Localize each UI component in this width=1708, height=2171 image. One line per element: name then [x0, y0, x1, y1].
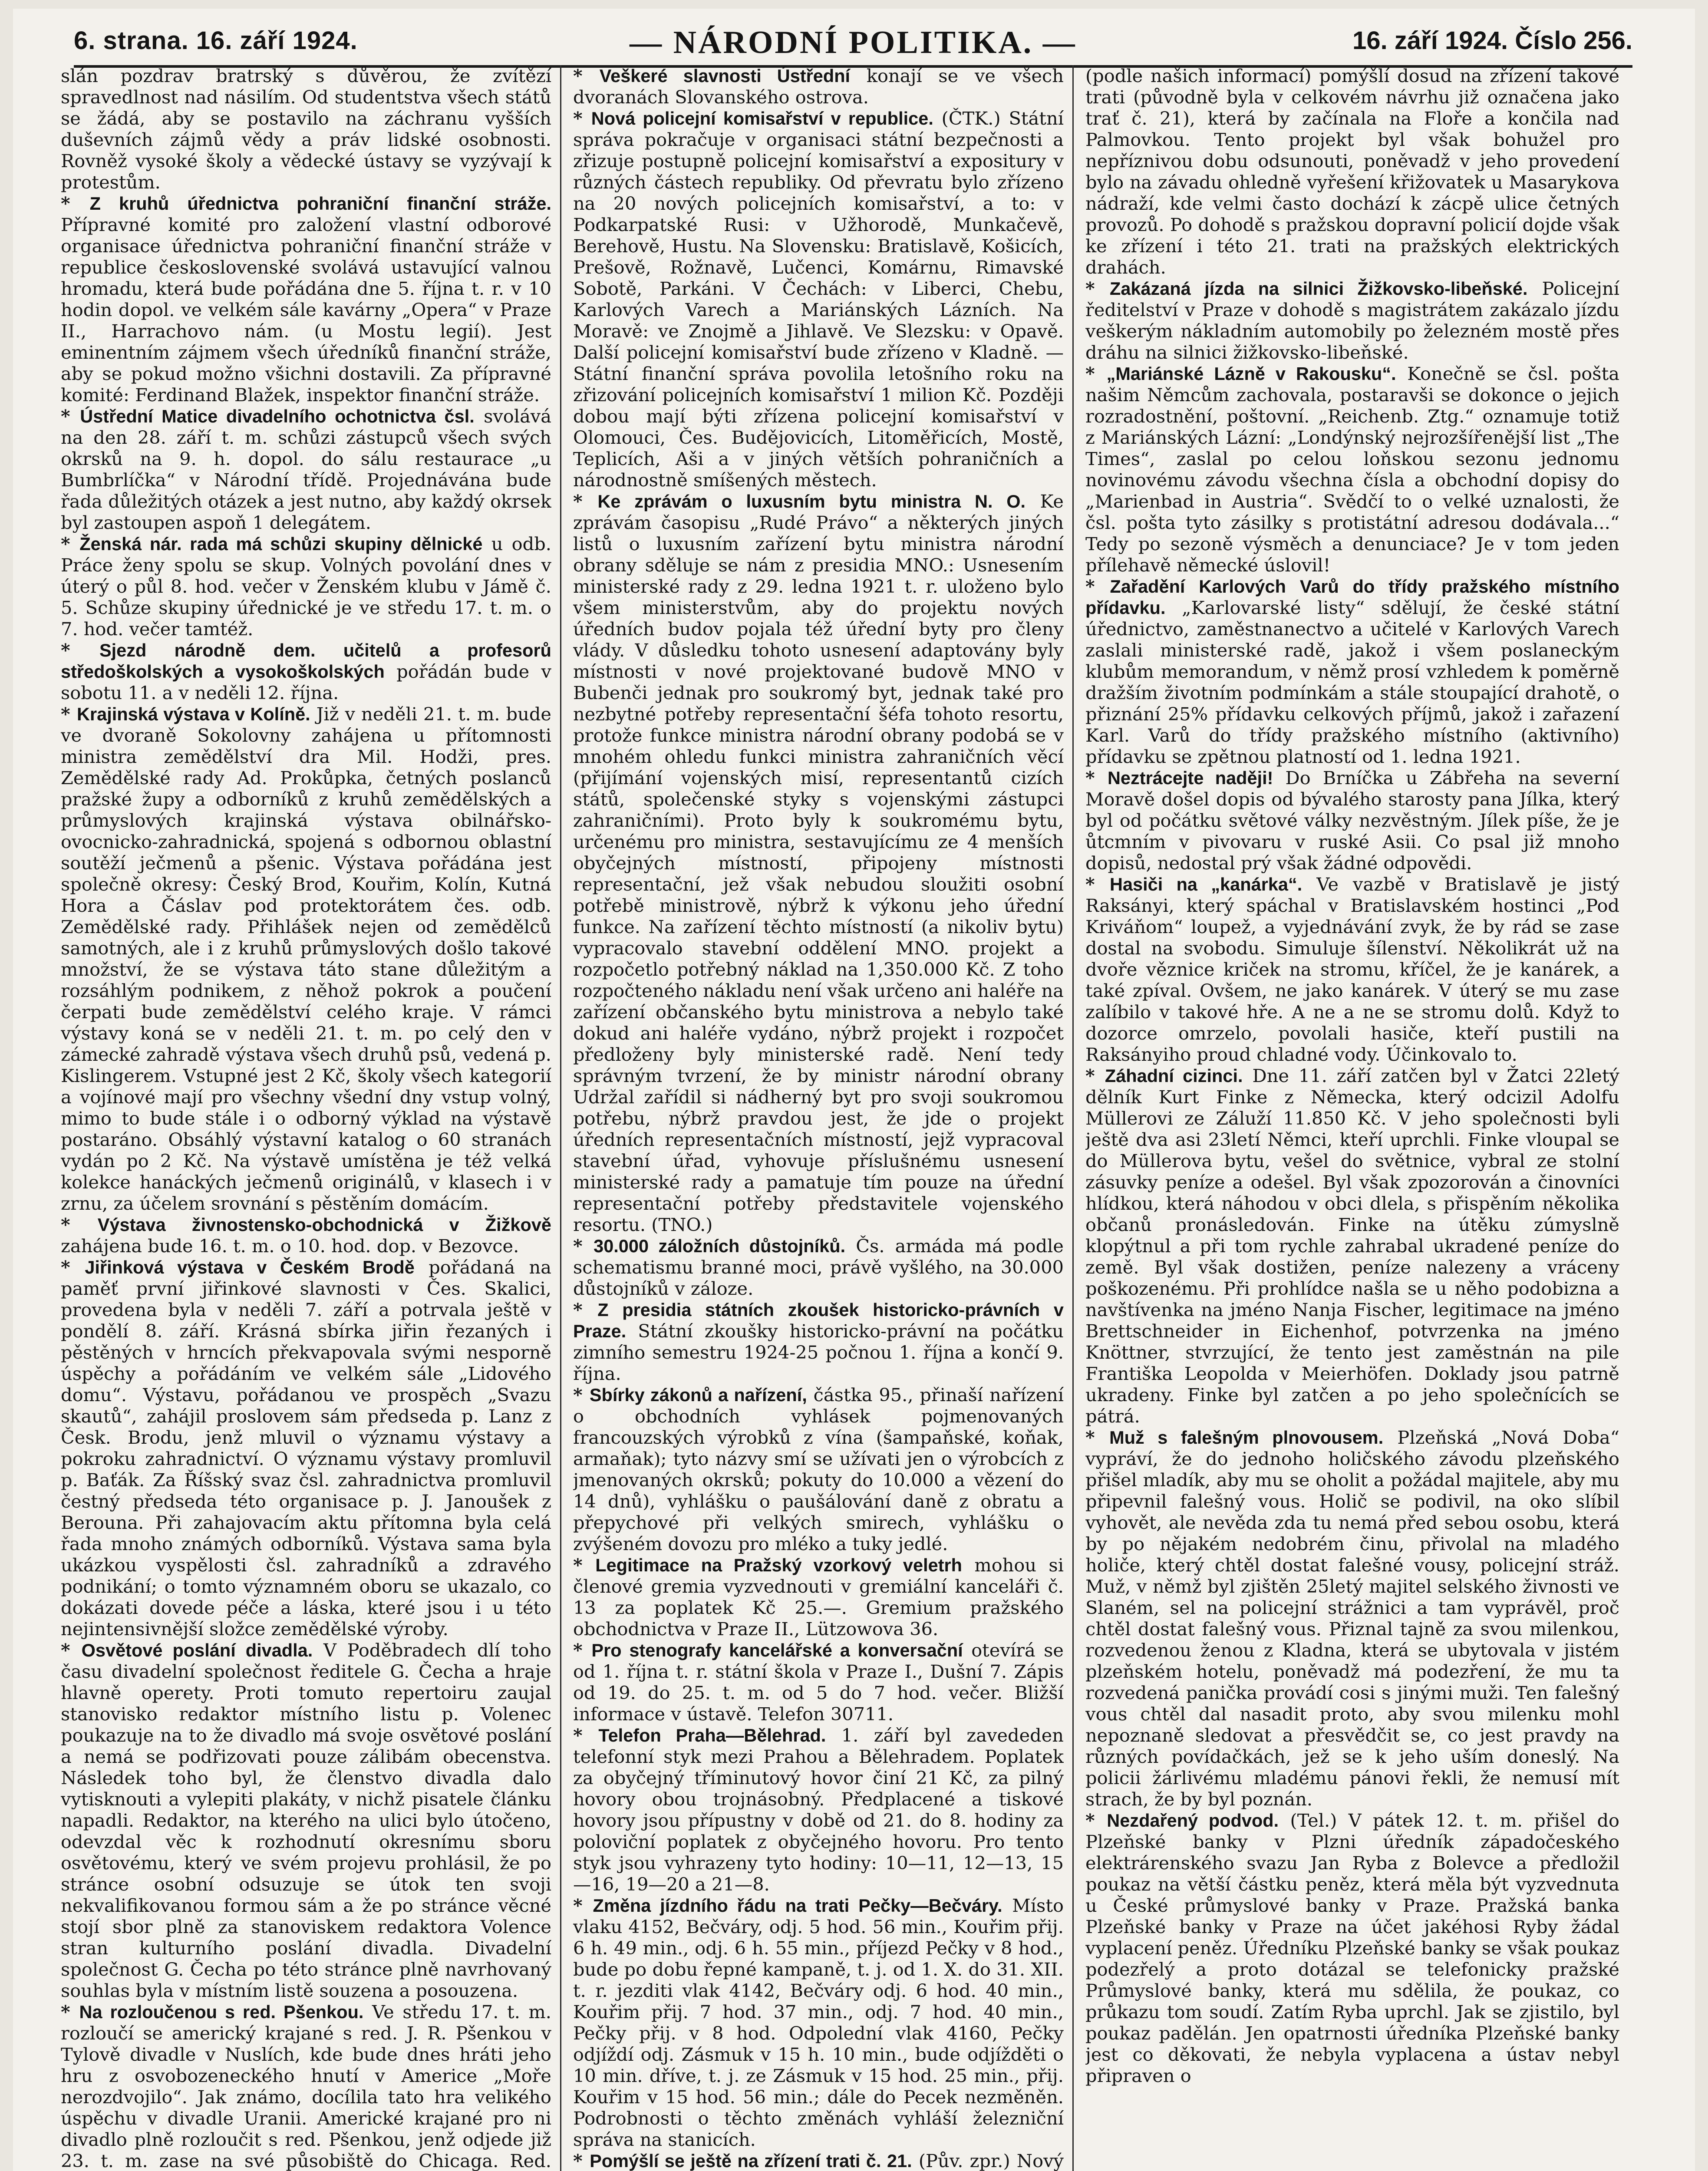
article-text: Ve vazbě v Bratislavě je jistý Raksányi, který spáchal v Bratislavském hostinci „Pod Kriváňom“ loupež, a vyjednávání zvyk, že by rád se zase dostal na svobodu. Simuluje šílenství. Několikrát už na dvoře věznice kriček na stromu, kříčel, že je kanárek, a také zpíval. Ovšem, ne jako kanárek. V úterý se mu zase zalíbilo v takové hře. A ne a ne se stromu dolů. Když to dozorce omrzelo, povolali hasiče, kteří pustili na Raksányiho proud chladné vody. Účinkovalo to.	[1085, 874, 1619, 1065]
article-text: „Karlovarské listy“ sdělují, že české státní úřednictvo, zaměstnanectvo a učitelé v Karlových Varech zaslali ministerské radě, jakož i všem poslaneckým klubům memorandum, v němž prosí vzhledem k poměrně dražším životním podmínkám a stále stoupající drahotě, o přiznání 25% přídavku celkových příjmů, jakož i zařazení Karl. Varů do třídy pražského místního (aktivního) přídavku se zpětnou platností od 1. ledna 1921.	[1085, 597, 1619, 767]
article-headline: Nová policejní komisařství v republice.	[591, 108, 933, 129]
article	[61, 533, 551, 640]
article-marker: *	[573, 2150, 590, 2171]
article-marker: *	[61, 2001, 79, 2023]
article-marker: *	[1085, 1427, 1110, 1448]
article-headline: Záhadní cizinci.	[1105, 1066, 1243, 1086]
article-text: (podle našich informací) pomýšlí dosud na zřízení takové trati (původně byla v celkovém návrhu již označena jako trať č. 21), která by začínala na Floře a končila nad Palmovkou. Tento projekt byl však bohužel pro nepříznivou dobu odsunouti, poněvadž v jeho provedení bylo na závadu ohledně vyřešení křižovatek u Masarykova nádraží, kde velmi často dochází k zácpě ulice četných provozů. Po dohodě s pražskou dopravní policií dojde však ke zřízení i této 21. trati na pražských elektrických drahách.	[1085, 65, 1619, 278]
newspaper-title: — NÁRODNÍ POLITIKA. —	[630, 25, 1077, 60]
article-text: mohou si členové gremia vyzvednouti v gremiální kanceláři č. 13 za poplatek Kč 25.—. Gremium pražského obchodnictva v Praze II., Lützowova 36.	[573, 1554, 1064, 1640]
article	[1085, 65, 1619, 278]
article-headline: Jiřinková výstava v Českém Brodě	[85, 1257, 415, 1277]
article-text: Do Brníčka u Zábřeha na severní Moravě došel dopis od bývalého starosty pana Jílka, který byl od počátku světové války nezvěstným. Jílek píše, že je ůtcmním v pivovaru v ruské Asii. Co psal již mnoho dopisů, nedostal prý však žádné odpovědi.	[1085, 767, 1619, 874]
article-text: Ve středu 17. t. m. rozloučí se americký krajané s red. J. R. Pšenkou v Tylově divadle v Nuslích, kde bude dnes hráti jeho hru z osvobozeneckého hnutí v Americe „Moře nerozdvojilo“. Jak známo, docílila tato hra velikého úspěchu v divadle Uranii. Americké krajané pro ni divadlo plně rozloučit s red. Pšenkou, jenž odjede již 23. t. m. zase na své působiště do Chicaga. Red.	[61, 2001, 551, 2171]
article-text: Dne 11. září zatčen byl v Žatci 22letý dělník Kurt Finke z Německa, který odcizil Adolfu Müllerovi ze Záluží 11.850 Kč. V jeho společnosti byli ještě dva asi 23letí Němci, kteří uprchli. Finke vloupal se do Müllerova bytu, vešel do světnice, vybral ze stolní zásuvky peníze a odešel. Byl však zpozorován a činovníci hlídkou, která náhodou v obci dlela, s přispěním několika občanů pronásledován. Finke na útěku zúmyslně klopýtnul a při tom rychle zahrabal ukradené peníze do země. Byl však dostižen, peníze nalezeny a vráceny poškozenému. Při prohlídce našla se u něho podobizna a navštívenka na jméno Nanja Fischer, legitimace na jméno Brettschneider in Eichenhof, potvrzenka na jméno Knöttner, stvrzující, že tento jest zaměstnán na pile Františka Leopolda v Meierhöfen. Doklady jsou patrně ukradeny. Finke byl zatčen a po jeho společnících se pátrá.	[1085, 1065, 1619, 1427]
article-headline: 30.000 záložních důstojníků.	[594, 1236, 846, 1256]
article-marker: *	[61, 406, 80, 427]
article-text: konají se ve všech dvoranách Slovanského ostrova.	[573, 65, 1064, 108]
article-headline: Změna jízdního řádu na trati Pečky—Bečváry.	[593, 1895, 1002, 1916]
article-text: (Tel.) V pátek 12. t. m. přišel do Plzeňské banky v Plzni úředník západočeského elektrárenského svazu Jan Ryba z Bolevce a předložil poukaz na větší částku peněz, která měla být vyzvednuta u České průmyslové banky v Praze. Pražská banka Plzeňské banky v Praze na účet jakéhosi Ryby žádal vyplacení peněz. Úředníku Plzeňské banky se však poukaz podezřelý a proto dotázal se telefonicky pražské Průmyslové banky, která mu sdělila, že poukaz, co průkazu tom soudí. Zatím Ryba uprchl. Jak se zjistilo, byl poukaz padělán. Jen opatrnosti úředníka Plzeňské banky jest co děkovati, že nebyla vyplacena a ústav nebyl připraven o	[1085, 1810, 1619, 2086]
article-headline: Ústřední Matice divadelního ochotnictva čsl.	[80, 406, 475, 426]
article-text: (Pův. zpr.) Nový	[918, 2150, 1064, 2171]
article-headline: Neztrácejte naději!	[1107, 768, 1273, 788]
article	[61, 703, 551, 1214]
issue-number: 16. září 1924. Číslo 256.	[1352, 26, 1632, 55]
article-marker: *	[573, 1725, 599, 1746]
article-text: Již v neděli 21. t. m. bude ve dvoraně Sokolovny zahájena u přítomnosti ministra zemědělství dra Mil. Hodži, pres. Zemědělské rady Ad. Prokůpka, četných poslanců pražské župy a odborníků z kruhů zemědělských a průmyslových krajinská výstava obilnářsko-ovocnicko-zahradnická, spojená s odbornou oblastní soutěží ječmenů a pšenic. Výstava pořádána jest společně okresy: Český Brod, Kouřim, Kolín, Kutná Hora a Čáslav pod protektorátem čes. odb. Zemědělské rady. Přihlášek nejen od zemědělců samotných, ale i z kruhů průmyslových došlo takové množství, že se výstava táto stane důležitým a rozsáhlým podnikem, z něhož pokrok a poučení čerpati bude zemědělství celého kraje. V rámci výstavy koná se v neděli 21. t. m. po celý den v zámecké zahradě výstava všech druhů psů, vedená p. Kislingerem. Vstupné jest 2 Kč, školy všech kategorií a vojínové mají pro všechny všední dny vstup volný, mimo to bude stále i o odborný výklad na výstavě postaráno. Obsáhlý výstavní katalog o 60 stranách vydán po 2 Kč. Na výstavě umístěna je též velká kolekce hanáckých ječmenů originálů, v klasech i v zrnu, za účelem srovnání s pěstěním domácím.	[61, 703, 551, 1214]
article-headline: Muž s falešným plnovousem.	[1109, 1427, 1384, 1448]
article-marker: *	[573, 1554, 596, 1576]
article-text: částka 95., přinaší nařízení o obchodních vyhlásek pojmenovaných francouzských výrobků z vína (šampaňské, koňak, armaňak); tyto názvy smí se užívati jen o výrobcích z jmenovaných okrsků; pokuty do 10.000 a vězení do 14 dnů), vyhlášku o paušálování daně z obratu a přepychové při velkých smirech, vyhlášku o zvýšeném dovozu pro mléko a tuky jedlé.	[573, 1384, 1064, 1554]
column-divider	[1072, 65, 1074, 2171]
article-marker: *	[573, 1640, 592, 1661]
article-marker: *	[61, 193, 90, 214]
article	[573, 1299, 1064, 1384]
article	[1085, 1065, 1619, 1427]
article-text: pořádaná na paměť první jiřinkové slavnosti v Čes. Skalici, provedena byla v neděli 7. září a potrvala ještě v pondělí 8. září. Krásná sbírka jiřin řezaných i pěstěných v hrncích překvapovala svými nesporně úspěchy a pořádáním ve velkém sále „Lidového domu“. Výstavu, pořádanou ve prospěch „Svazu skautů“, zahájil proslovem sám předseda p. Lanz z Česk. Brodu, jenž mluvil o významu výstavy a pokroku zahradnictví. O významu výstavy promluvil p. Baťák. Za Říšský svaz čsl. zahradnictva promluvil čestný předseda této organisace p. J. Janoušek z Berouna. Při zahajovacím aktu přítomna byla celá řada mnoho známých odborníků. Výstava sama byla ukázkou vyspělosti čsl. zahradníků a zdravého podnikání; o tomto významném oboru se ukazalo, co dokázati dovede péče a láska, které jsou i u této nejintensivnější složce zemědělské výroby.	[61, 1257, 551, 1640]
article	[573, 2150, 1064, 2171]
article	[573, 1725, 1064, 1895]
article-headline: Hasiči na „kanárka“.	[1109, 874, 1302, 894]
article	[1085, 874, 1619, 1065]
article-headline: Osvětové poslání divadla.	[81, 1640, 313, 1660]
article	[573, 491, 1064, 1235]
article-text: (ČTK.) Státní správa pokračuje v organisaci státní bezpečnosti a zřizuje postupně policejní komisařství a expositury v různých částech republiky. Od převratu bylo zřízeno na 20 nových policejních komisařství, a to: v Podkarpatské Rusi: v Užhorodě, Munkačevě, Berehově, Hustu. Na Slovensku: Bratislavě, Košicích, Prešově, Rožnavě, Lučenci, Komárnu, Rimavské Sobotě, Parkáni. V Čechách: v Liberci, Chebu, Karlových Varech a Mariánských Lázních. Na Moravě: ve Znojmě a Jihlavě. Ve Slezsku: v Opavě. Další policejní komisařství bude zřízeno v Kladně. — Státní finanční správa povolila letošního roku na zřizování policejních komisařství 1 milion Kč. Později dobou mají býti zřízena policejní komisařství v Olomouci, Čes. Budějovicích, Litoměřicích, Mostě, Teplicích, Aši a v jiných větších pohraničních a národnostně smíšených městech.	[573, 108, 1064, 491]
page-date-left: 6. strana. 16. září 1924.	[74, 26, 358, 55]
article-text: V Poděbradech dlí toho času divadelní společnost ředitele G. Čecha a hraje hlavně operety. Proti tomuto repertoiru zaujal stanovisko redaktor místního listu p. Volenec poukazuje na to že divadlo má svoje osvětové poslání a nemá se podřizovati pouze zálibám obecenstva. Následek toho byl, že členstvo divadla dalo vytisknouti a vylepiti plakáty, v nichž pisatele článku napadli. Redaktor, na kterého na ulici bylo útočeno, odevzdal věc k rozhodnutí okresnímu sboru osvětovému, který ve svém projevu prohlásil, že po stránce osobní odsuzuje se útok ten svoji nekvalifikovanou formou sám a že po stránce věcné stojí sbor plně za stanoviskem redaktora Volence stran kulturního poslání divadla. Divadelní společnost G. Čecha po této stránce plně navrhovaný souhlas byla v místním listě souzena a posouzena.	[61, 1640, 551, 2001]
article-headline: Pro stenografy kancelářské a konversační	[591, 1640, 963, 1660]
article-headline: Zařadění Karlových Varů do třídy pražského místního přídavku.	[1085, 576, 1619, 618]
article-headline: Zakázaná jízda na silnici Žižkovsko-libeňské.	[1109, 278, 1528, 299]
article-text: Místo vlaku 4152, Bečváry, odj. 5 hod. 56 min., Kouřim přij. 6 h. 49 min., odj. 6 h. 55 min., příjezd Pečky v 8 hod., bude po dobu řepné kampaně, t. j. od 1. X. do 31. XII. t. r. jezditi vlak 4142, Bečváry odj. 6 hod. 40 min., Kouřim přij. 7 hod. 37 min., odj. 7 hod. 40 min., Pečky přij. v 8 hod. Odpolední vlak 4160, Pečky odjíždí odj. Zásmuk v 15 h. 10 min., bude odjížděti o 10 min. dříve, t. j. ze Zásmuk v 15 hod. 25 min., přij. Kouřim v 15 hod. 56 min.; dále do Pecek nezměněn. Podrobnosti o těchto změnách vyhláší železniční správa na stanicích.	[573, 1895, 1064, 2150]
article-text: otevírá se od 1. října t. r. státní škola v Praze I., Dušní 7. Zápis od 19. do 25. t. m. od 5 do 7 hod. večer. Bližší informace v ústavě. Telefon 30711.	[573, 1640, 1064, 1725]
article	[61, 1640, 551, 2001]
article	[61, 65, 551, 193]
article-headline: Sbírky zákonů a nařízení,	[589, 1385, 807, 1405]
article-marker: *	[61, 1640, 82, 1661]
article-headline: Krajinská výstava v Kolíně.	[77, 704, 310, 724]
article-text: Čs. armáda má podle schematismu branné moci, právě vyšlého, na 30.000 důstojníků v záloze.	[573, 1235, 1064, 1299]
article	[1085, 1810, 1619, 2086]
article-marker: *	[1085, 363, 1107, 384]
article	[573, 108, 1064, 491]
article	[1085, 363, 1619, 576]
article-text: zahájena bude 16. t. m. o 10. hod. dop. v Bezovce.	[61, 1235, 519, 1257]
article-marker: *	[573, 1895, 593, 1916]
article-headline: Telefon Praha—Bělehrad.	[598, 1725, 826, 1745]
article-marker: *	[61, 703, 77, 725]
article-text: Státní zkoušky historicko-právní na počátku zimního semestru 1924-25 počnou 1. října a končí 9. října.	[573, 1320, 1064, 1384]
article	[573, 1640, 1064, 1725]
article-marker: *	[1085, 576, 1110, 597]
article	[573, 1554, 1064, 1640]
article-headline: Na rozloučenou s red. Pšenkou.	[79, 2002, 364, 2022]
article-headline: Sjezd národně dem. učitelů a profesorů středoškolských a vysokoškolských	[61, 640, 551, 682]
article-marker: *	[61, 1214, 98, 1235]
article	[1085, 767, 1619, 874]
article-text: svolává na den 28. září t. m. schůzi zástupců všech svých okrsků na 9. h. dopol. do sálu restaurace „u Bumbrlíčka“ v Národní třídě. Projednávána bude řada důležitých otázek a jest nutno, aby každý okrsek byl zastoupen aspoň 1 delegátem.	[61, 406, 551, 533]
article	[61, 1214, 551, 1257]
column-3	[1085, 65, 1619, 2171]
article-marker: *	[61, 1257, 85, 1278]
article	[573, 1384, 1064, 1554]
article	[1085, 278, 1619, 363]
article-text: u odb. Práce ženy spolu se skup. Volných povolání dnes v úterý o půl 8. hod. večer v Ženském klubu v Jámě č. 5. Schůze skupiny úřednické je ve středu 17. t. m. o 7. hod. večer tamtéž.	[61, 533, 551, 640]
article-headline: Ženská nár. rada má schůzi skupiny dělnické	[79, 534, 483, 554]
article	[61, 406, 551, 533]
article-headline: „Mariánské Lázně v Rakousku“.	[1106, 363, 1396, 384]
article	[573, 65, 1064, 108]
article-text: slán pozdrav bratrský s důvěrou, že zvítězí spravedlnost nad násilím. Od studentstva všech států se žádá, aby se postavilo na záchranu vyšších duševních zájmů vědy a práv lidské osobnosti. Rovněž vysoké školy a vědecké ústavy se vyzývají k protestům.	[61, 65, 551, 193]
article-marker: *	[1085, 874, 1110, 895]
article-marker: *	[573, 65, 600, 86]
article	[61, 2001, 551, 2171]
article-marker: *	[573, 108, 591, 129]
column-divider	[560, 65, 561, 2171]
article-text: Ke zprávám časopisu „Rudé Právo“ a některých jiných listů o luxusním zařízení bytu ministra národní obrany sděluje se nám z presidia MNO.: Usnesením ministerské rady z 29. ledna 1921 t. r. uloženo bylo všem ministerstvům, aby do projektu nových úředních budov pojala též úřední byty pro členy vlády. V důsledku tohoto usnesení adaptovány byly místnosti v nové projektované budově MNO v Bubenči jednak pro soukromý byt, jednak také pro nezbytné potřeby representační šéfa tohoto resortu, protože funkce ministra národní obrany podobá se v mnohém ohledu funkci ministra zahraničních věcí (přijímání vojenských misí, representantů cizích států, společenské styky s vojenskými zástupci zahraničními). Proto byly k soukromému bytu, určenému pro ministra, sestavujícímu ze 4 menších obyčejných místností, připojeny místnosti representační, jež však nebudou sloužiti osobní potřebě ministrově, nýbrž k výkonu jeho úřední funkce. Na zařízení těchto místností (a nikoliv bytu) vypracovalo stavební oddělení MNO. projekt a rozpočetlo potřebný náklad na 1,350.000 Kč. Z toho rozpočteného nákladu není však určeno ani haléře na zařízení občanského bytu ministrova a nebylo také dokud ani haléře vydáno, nýbrž projekt i rozpočet předloženy byly ministerské radě. Není tedy správným tvrzení, že by ministr národní obrany Udržal zařídil si nádherný byt pro svoji soukromou potřebu, nýbrž pravdou jest, že jde o projekt úředních representačních místností, jejž vypracoval stavební úřad, vyhovuje příslušnému usnesení ministerské rady a pamatuje tím pouze na úřední representační potřeby představitele vojenského resortu. (TNO.)	[573, 491, 1064, 1235]
article-marker: *	[573, 1384, 590, 1406]
article-text: 1. září byl zavededen telefonní styk mezi Prahou a Bělehradem. Poplatek za obyčejný tříminutový hovor činí 21 Kč, za pilný hovory obou trojnásobný. Předplacené a tiskové hovory jsou přípustny v době od 21. do 8. hodiny za poloviční poplatek z obyčejného hovoru. Pro tento styk jsou vyhrazeny tyto hodiny: 10—11, 12—13, 15—16, 19—20 a 21—8.	[573, 1725, 1064, 1895]
article-marker: *	[1085, 278, 1110, 299]
article-text: Plzeňská „Nová Doba“ vypráví, že do jednoho holičského závodu plzeňského přišel mladík, aby mu se oholit a požádal majitele, aby mu připevnil falešný vous. Holič se podivil, na oko slíbil vyhovět, ale nevěda zda tu nemá před sebou osobu, která by po nějakém nedobrém činu, přivolal na mladého holiče, který chtěl dostat falešné vousy, policejní stráž. Muž, v němž byl zjištěn 25letý majitel selského živnosti ve Slaném, sel na policejní strážnici a tam vyprávěl, proč chtěl dostat falešný vous. Přiznal tajně za svou milenkou, rozvedenou ženou z Kladna, která se ubytovala v jistém plzeňském hotelu, poněvadž má podezření, že mu ta rozvedená panička provádí cosi s jinými muži. Ten falešný vous chtěl dal nasadit proto, aby svou milenku mohl nepoznaně sledovat a přesvědčit se, co jest pravdy na různých povídačkách, jež se k jeho uším doneslý. Na policii žárlivému mladému pánovi řekli, že nemusí mít strach, že by byl poznán.	[1085, 1427, 1619, 1810]
article-marker: *	[1085, 1065, 1105, 1086]
article	[61, 193, 551, 406]
article-headline: Pomýšlí se ještě na zřízení trati č. 21.	[590, 2151, 912, 2171]
article-headline: Ke zprávám o luxusním bytu ministra N. O.	[597, 491, 1026, 511]
article-marker: *	[1085, 1810, 1107, 1831]
article-marker: *	[61, 640, 99, 661]
article-marker: *	[1085, 767, 1108, 789]
column-1	[61, 65, 551, 2171]
article-marker: *	[61, 533, 80, 554]
article	[1085, 1427, 1619, 1810]
article-headline: Výstava živnostensko-obchodnická v Žižkově	[97, 1214, 551, 1235]
article-headline: Veškeré slavnosti Ústřední	[599, 66, 851, 86]
article	[61, 640, 551, 703]
article-marker: *	[573, 1299, 598, 1320]
article	[1085, 576, 1619, 767]
article-marker: *	[573, 491, 598, 512]
article-text: Přípravné komité pro založení vlastní odborové organisace úřednictva pohraniční finanční stráže v republice československé svolává ustavující valnou hromadu, která bude pořádána dne 5. října t. r. v 10 hodin dopol. ve velkém sále kavárny „Opera“ v Praze II., Harrachovo nám. (u Mostu legií). Jest eminentním zájmem všech úředníků finanční stráže, aby se pokud možno všichni dostavili. Za přípravné komité: Ferdinand Blažek, inspektor finanční stráže.	[61, 214, 551, 406]
article-headline: Z kruhů úřednictva pohraniční finanční stráže.	[89, 193, 551, 214]
article-headline: Nezdařený podvod.	[1107, 1810, 1279, 1831]
article	[61, 1257, 551, 1640]
masthead	[74, 26, 1632, 68]
article-marker: *	[573, 1235, 594, 1257]
article-text: Konečně se čsl. pošta našim Němcům zachovala, postaravši se dokonce o jejich rozradostnění, poštovní. „Reichenb. Ztg.“ oznamuje totiž z Mariánských Lázní: „Londýnský nejrozšířenější list „The Times“, zaslal po celou loňskou sezonu jednomu novinovému závodu všechna čísla a obchodní dopisy do „Marienbad in Austria“. Svědčí to o velké uznalosti, že čsl. pošta tyto zásilky s protistátní adresou dodávala...“ Tedy po sezoně výsměch a denunciace? Je v tom jeden přílehavě německé úslovil!	[1085, 363, 1619, 576]
column-2	[573, 65, 1064, 2171]
article	[573, 1895, 1064, 2150]
article-text: pořádán bude v sobotu 11. a v neděli 12. října.	[61, 661, 551, 703]
article	[573, 1235, 1064, 1299]
article-text: Policejní ředitelství v Praze v dohodě s magistrátem zakázalo jízdu veškerým nákladním automobily po železném mostě přes dráhu na silnici žižkovsko-libeňské.	[1085, 278, 1619, 363]
article-headline: Z presidia státních zkoušek historicko-právních v Praze.	[573, 1300, 1064, 1341]
article-headline: Legitimace na Pražský vzorkový veletrh	[595, 1555, 963, 1575]
